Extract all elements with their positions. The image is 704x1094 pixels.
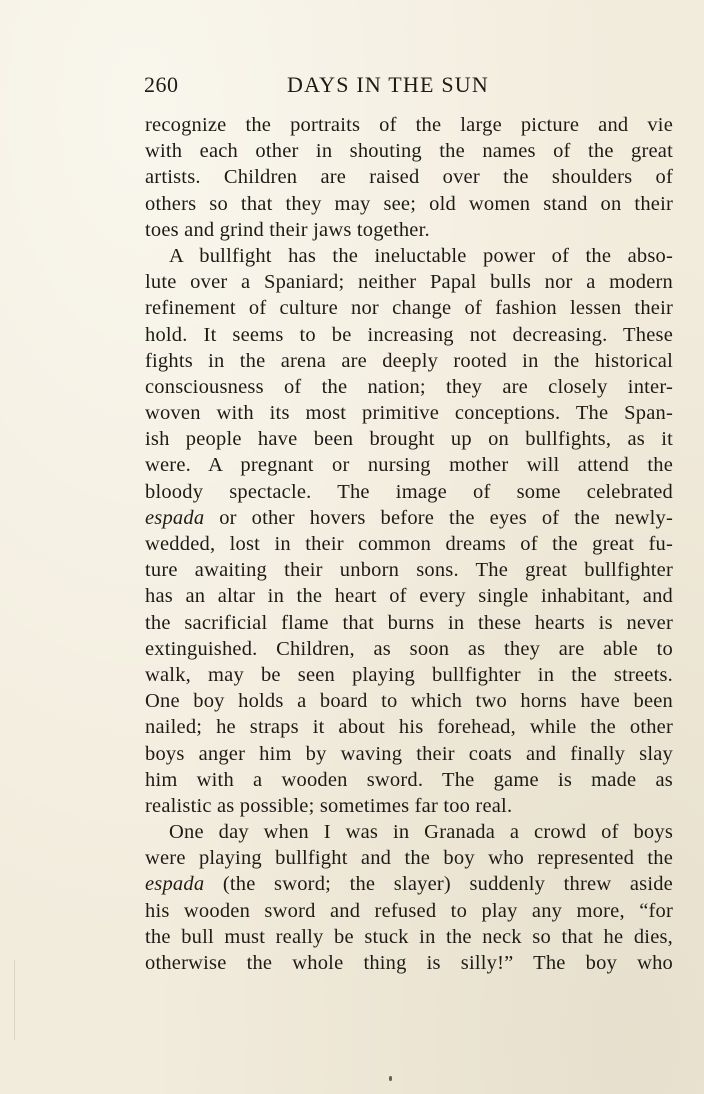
text-line: boys anger him by waving their coats and finally slay	[145, 742, 673, 765]
text-line: recognize the portraits of the large picture and vie	[145, 114, 673, 136]
text-line-with-italic	[145, 871, 673, 897]
page-number: 260	[144, 72, 179, 97]
running-head: DAYS IN THE SUN	[287, 72, 489, 97]
text-line: ish people have been brought up on bullfights, as it	[145, 428, 673, 451]
text-run: (the sword; the slayer) suddenly threw aside	[204, 873, 673, 896]
text-line: lute over a Spaniard; neither Papal bulls nor a modern	[145, 271, 673, 294]
text-line: fights in the arena are deeply rooted in the historical	[145, 349, 673, 372]
text-line: ture awaiting their unborn sons. The great bullfighter	[145, 559, 673, 582]
text-line: realistic as possible; sometimes far too real.	[145, 794, 513, 817]
text-line: nailed; he straps it about his forehead, while the other	[145, 716, 673, 739]
text-line: him with a wooden sword. The game is made as	[145, 768, 673, 791]
body-text	[145, 112, 673, 976]
text-line: his wooden sword and refused to play any more, “for	[145, 899, 673, 922]
text-line: the sacrificial flame that burns in these hearts is never	[145, 611, 673, 634]
paragraph-start-line: One day when I was in Granada a crowd of boys	[169, 821, 673, 844]
text-line: extinguished. Children, as soon as they are able to	[145, 637, 673, 660]
text-line: were playing bullfight and the boy who represented the	[145, 847, 673, 870]
text-line: walk, may be seen playing bullfighter in the streets.	[145, 663, 673, 686]
italic-term: espada	[145, 873, 205, 896]
text-line: consciousness of the nation; they are closely inter-	[145, 375, 673, 398]
text-line: wedded, lost in their common dreams of the great fu-	[145, 533, 673, 555]
text-run: or other hovers before the eyes of the newly-	[204, 506, 673, 529]
text-line: artists. Children are raised over the shoulders of	[145, 166, 673, 189]
text-line: bloody spectacle. The image of some celebrated	[145, 480, 673, 503]
page-header	[144, 72, 524, 102]
text-line: One boy holds a board to which two horns have been	[145, 690, 673, 713]
text-line: has an altar in the heart of every single inhabitant, and	[145, 585, 673, 608]
text-line: refinement of culture nor change of fashion lessen their	[145, 297, 673, 320]
ink-speck	[389, 1076, 392, 1081]
text-line: others so that they may see; old women stand on their	[145, 192, 673, 215]
text-line: otherwise the whole thing is silly!” The boy who	[145, 952, 673, 974]
text-line: hold. It seems to be increasing not decreasing. These	[145, 323, 673, 346]
text-line: were. A pregnant or nursing mother will attend the	[145, 454, 673, 477]
text-line: the bull must really be stuck in the neck so that he dies,	[145, 925, 673, 948]
text-line: with each other in shouting the names of the great	[145, 140, 673, 163]
italic-term: espada	[145, 506, 205, 529]
text-line: woven with its most primitive conceptions. The Span-	[145, 402, 673, 425]
text-line: toes and grind their jaws together.	[145, 218, 430, 241]
paragraph-start-line: A bullfight has the ineluctable power of the abso-	[169, 244, 673, 267]
page-edge-shadow	[14, 960, 15, 1040]
text-line-with-italic	[145, 505, 673, 531]
